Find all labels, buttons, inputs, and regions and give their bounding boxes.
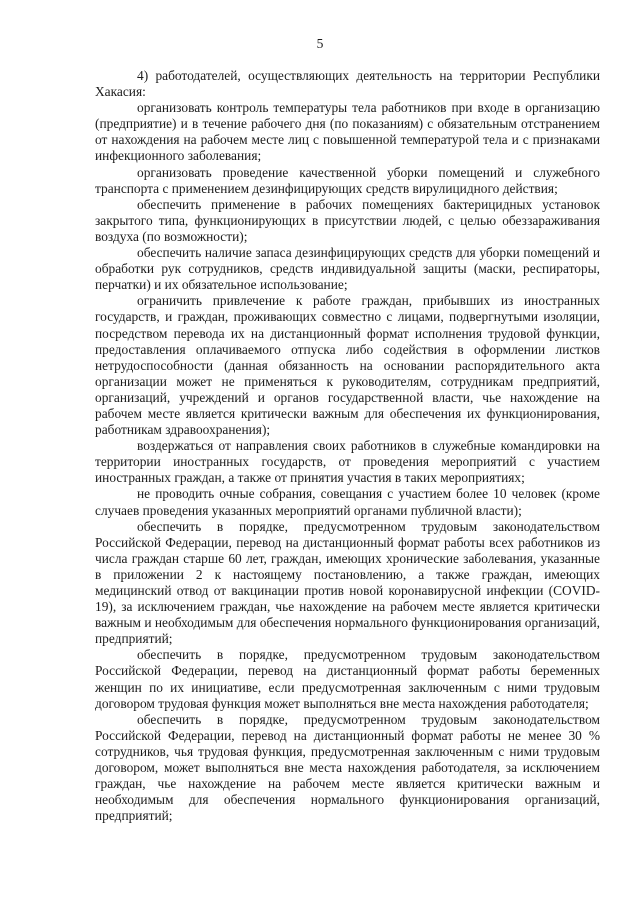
paragraph-meetings: не проводить очные собрания, совещания с участием более 10 человек (кроме случаев проведения указанных мероприятий органами публичной власти);	[95, 486, 600, 518]
paragraph-temperature-control: организовать контроль температуры тела работников при входе в организацию (предприятие) и в течение рабочего дня (по показаниям) с обязательным отстранением от нахождения на рабочем месте лиц с повышенной температурой тела и с признаками инфекционного заболевания;	[95, 100, 600, 164]
paragraph-employers-heading: 4) работодателей, осуществляющих деятельность на территории Республики Хакасия:	[95, 68, 600, 100]
paragraph-limit-foreign-arrivals: ограничить привлечение к работе граждан, прибывших из иностранных государств, и граждан, проживающих совместно с лицами, подвергнутыми изоляции, посредством перевода их на дистанционный формат исполнения трудовой функции, предоставления оплачиваемого отпуска либо содействия в оформлении листков нетрудоспособности (данная обязанность на основании распорядительного акта организации может не применяться к руководителям, сотрудникам предприятий, организаций, учреждений и органов государственной власти, чье нахождение на рабочем месте является критически важным для обеспечения их функционирования, работникам здравоохранения);	[95, 293, 600, 438]
paragraph-remote-pregnant: обеспечить в порядке, предусмотренном трудовым законодательством Российской Федерации, перевод на дистанционный формат работы беременных женщин по их инициативе, если предусмотренная заключенным с ними трудовым договором трудовая функция может выполняться вне места нахождения работодателя;	[95, 647, 600, 711]
paragraph-bactericidal-units: обеспечить применение в рабочих помещениях бактерицидных установок закрытого типа, функционирующих в присутствии людей, с целью обеззараживания воздуха (по возможности);	[95, 196, 600, 244]
paragraph-remote-30-percent: обеспечить в порядке, предусмотренном трудовым законодательством Российской Федерации, перевод на дистанционный формат работы не менее 30 % сотрудников, чья трудовая функция, предусмотренная заключенным с ними трудовым договором, может выполняться вне места нахождения работодателя, за исключением граждан, чье нахождение на рабочем месте является критически важным и необходимым для обеспечения нормального функционирования организаций, предприятий;	[95, 711, 600, 824]
body-text	[95, 68, 600, 824]
paragraph-disinfectants-ppe: обеспечить наличие запаса дезинфицирующих средств для уборки помещений и обработки рук сотрудников, средств индивидуальной защиты (маски, респираторы, перчатки) и их обязательное использование;	[95, 245, 600, 293]
paragraph-remote-over-60: обеспечить в порядке, предусмотренном трудовым законодательством Российской Федерации, перевод на дистанционный формат работы всех работников из числа граждан старше 60 лет, граждан, имеющих хронические заболевания, указанные в приложении 2 к настоящему постановлению, а также граждан, имеющих медицинский отвод от вакцинации против новой коронавирусной инфекции (COVID-19), за исключением граждан, чье нахождение на рабочем месте является критически важным и необходимым для обеспечения нормального функционирования организаций, предприятий;	[95, 518, 600, 647]
page-number: 5	[316, 36, 324, 51]
paragraph-cleaning: организовать проведение качественной уборки помещений и служебного транспорта с применением дезинфицирующих средств вирулицидного действия;	[95, 164, 600, 196]
paragraph-business-trips: воздержаться от направления своих работников в служебные командировки на территории иностранных государств, от проведения мероприятий с участием иностранных граждан, а также от принятия участия в таких мероприятиях;	[95, 438, 600, 486]
